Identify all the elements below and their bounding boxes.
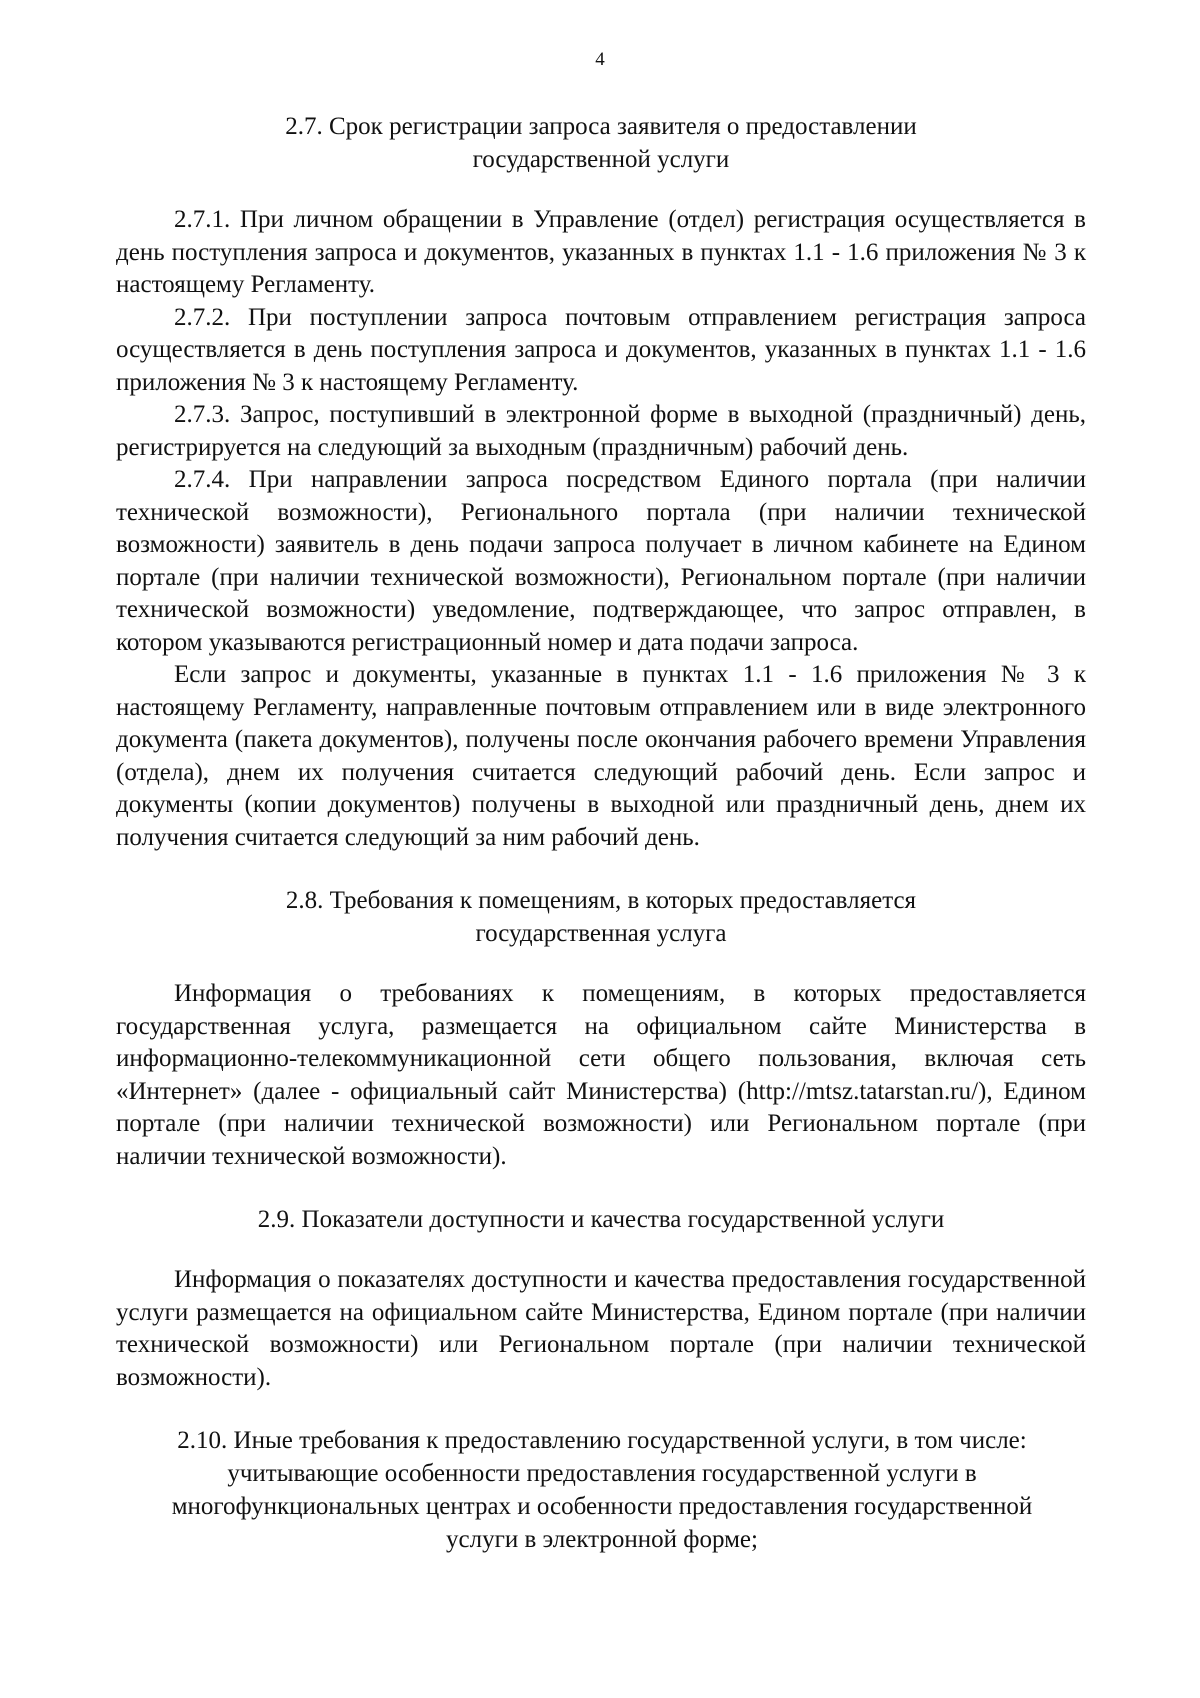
section-2-9 bbox=[116, 1203, 1086, 1394]
paragraph-2-8: Информация о требованиях к помещениям, в которых предоставляется государственная услуга, размещается на официальном сайте Министерства в информационно-телекоммуникационной сети общего пользования, включая сеть «Интернет» (далее - официальный сайт Министерства) (http://mtsz.tatarstan.ru/), Едином портале (при наличии технической возможности) или Региональном портале (при наличии технической возможности). bbox=[116, 980, 1086, 1170]
section-2-7 bbox=[116, 110, 1086, 854]
paragraph-2-9: Информация о показателях доступности и качества предоставления государственной услуги размещается на официальном сайте Министерства, Едином портале (при наличии технической возможности) или Региональном портале (при наличии технической возможности). bbox=[116, 1266, 1086, 1391]
paragraph-2-7-4-continued: Если запрос и документы, указанные в пунктах 1.1 - 1.6 приложения № 3 к настоящему Регламенту, направленные почтовым отправлением или в виде электронного документа (пакета документов), получены после окончания рабочего времени Управления (отдела), днем их получения считается следующий рабочий день. Если запрос и документы (копии документов) получены в выходной или праздничный день, днем их получения считается следующий за ним рабочий день. bbox=[116, 661, 1086, 851]
section-heading-line: государственной услуги bbox=[472, 146, 730, 173]
section-heading-line: многофункциональных центрах и особенности предоставления государственной bbox=[171, 1493, 1033, 1520]
section-2-10 bbox=[110, 1424, 1094, 1556]
paragraph-2-7-3: 2.7.3. Запрос, поступивший в электронной форме в выходной (праздничный) день, регистрируется на следующий за выходным (праздничным) рабочий день. bbox=[116, 401, 1086, 461]
section-heading-line: 2.7. Срок регистрации запроса заявителя о предоставлении bbox=[285, 113, 917, 140]
section-heading-line: 2.10. Иные требования к предоставлению государственной услуги, в том числе: bbox=[177, 1427, 1027, 1454]
section-heading-line: государственная услуга bbox=[475, 920, 727, 947]
document-body bbox=[116, 110, 1086, 1556]
paragraph-2-7-4: 2.7.4. При направлении запроса посредством Единого портала (при наличии технической возможности), Регионального портала (при наличии технической возможности) заявитель в день подачи запроса получает в личном кабинете на Едином портале (при наличии технической возможности), Региональном портале (при наличии технической возможности) уведомление, подтверждающее, что запрос отправлен, в котором указываются регистрационный номер и дата подачи запроса. bbox=[116, 466, 1086, 656]
section-heading-line: услуги в электронной форме; bbox=[446, 1526, 758, 1553]
page-number: 4 bbox=[595, 49, 605, 70]
section-2-8 bbox=[116, 884, 1086, 1173]
paragraph-2-7-1: 2.7.1. При личном обращении в Управление (отдел) регистрация осуществляется в день поступления запроса и документов, указанных в пунктах 1.1 - 1.6 приложения № 3 к настоящему Регламенту. bbox=[116, 206, 1086, 298]
paragraph-2-7-2: 2.7.2. При поступлении запроса почтовым отправлением регистрация запроса осуществляется в день поступления запроса и документов, указанных в пунктах 1.1 - 1.6 приложения № 3 к настоящему Регламенту. bbox=[116, 303, 1086, 396]
section-heading-line: 2.9. Показатели доступности и качества государственной услуги bbox=[257, 1206, 945, 1233]
section-heading-line: учитывающие особенности предоставления государственной услуги в bbox=[227, 1460, 977, 1487]
section-heading-line: 2.8. Требования к помещениям, в которых предоставляется bbox=[285, 887, 917, 914]
